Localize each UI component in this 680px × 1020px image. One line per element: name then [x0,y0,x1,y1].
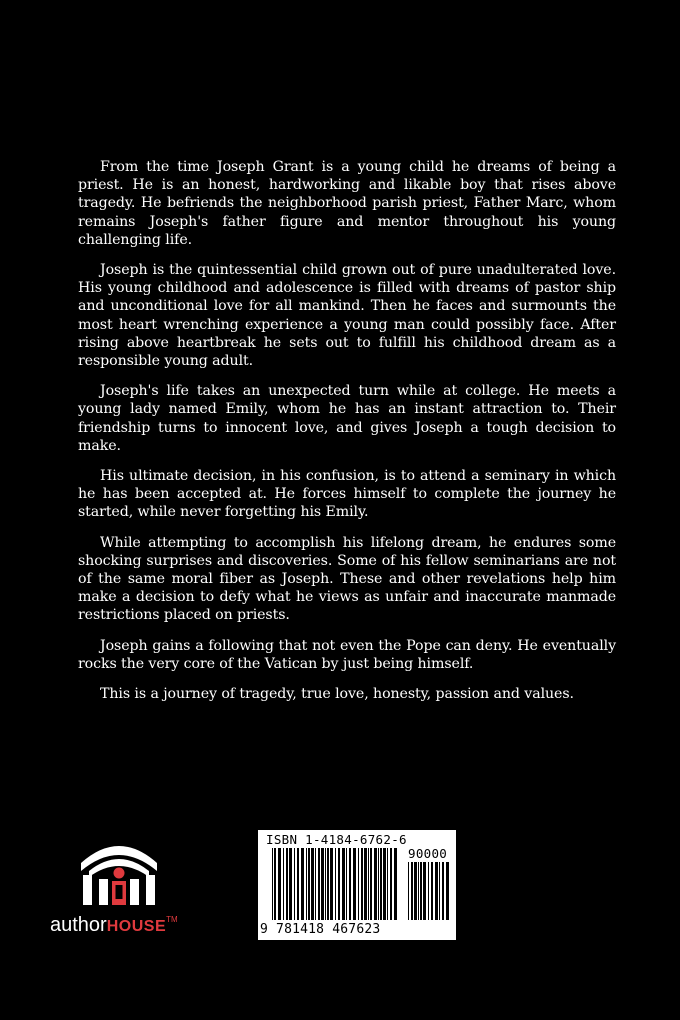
barcode-bar-1 [411,862,413,920]
barcode-bar-9 [306,848,307,920]
barcode-bar-18 [335,848,336,920]
isbn-label: ISBN 1-4184-6762-6 [266,832,407,847]
barcode-bar-6 [428,862,429,920]
barcode-bar-24 [358,848,359,920]
barcode-bar-30 [378,848,379,920]
description-paragraph-1: From the time Joseph Grant is a young child he dreams of being a priest. He is an honest, hardworking and likable boy that rises above tragedy. He befriends the neighborhood parish priest, Father Marc, whom remains Joseph's father figure and mentor throughout his young challenging life. [78,159,616,248]
barcode-bar-7 [431,862,433,920]
barcode-bar-25 [361,848,363,920]
barcode-bar-29 [374,848,377,920]
barcode-bar-10 [442,862,444,920]
publisher-name-part1: author [50,914,107,936]
description-paragraph-4: His ultimate decision, in his confusion, is to attend a seminary in which he has been accepted at. He forces himself to complete the journey he started, while never forgetting his Emily. [78,468,616,521]
description-paragraph-5: While attempting to accomplish his lifelong dream, he endures some shocking surprises and discoveries. Some of his fellow seminarians are not of the same moral fiber as Joseph. These and other revelations help him make a decision to defy what he views as unfair and inaccurate manmade restrictions placed on priests. [78,534,616,624]
barcode-bar-8 [435,862,438,920]
barcode-bar-19 [338,848,340,920]
barcode-bar-2 [414,862,417,920]
barcode-bar-3 [418,862,419,920]
barcode-bar-6 [294,848,295,920]
description-paragraph-7: This is a journey of tragedy, true love, honesty, passion and values. [100,686,574,703]
barcode-bar-15 [325,848,326,920]
barcode-bar-23 [353,848,356,920]
barcode-bar-31 [380,848,382,920]
house-logo-icon [77,835,161,907]
trademark-symbol: TM [166,915,178,924]
barcode-bar-5 [289,848,292,920]
isbn-barcode [258,830,456,940]
barcode-bar-16 [327,848,329,920]
barcode-bar-35 [394,848,397,920]
barcode-bar-1 [274,848,276,920]
barcode-bar-26 [364,848,367,920]
barcode-bar-5 [423,862,426,920]
barcode-bar-14 [321,848,324,920]
barcode-bar-32 [383,848,386,920]
barcode-bar-11 [311,848,314,920]
barcode-bar-9 [439,862,440,920]
publisher-name-part2: HOUSE [106,918,167,935]
barcode-bar-22 [349,848,351,920]
barcode-addon-number: 90000 [408,846,448,861]
ean-number: 9 781418 467623 [260,922,381,937]
barcode-bar-8 [301,848,304,920]
barcode-bar-17 [330,848,333,920]
barcode-bar-10 [308,848,310,920]
barcode-bar-0 [272,848,273,920]
barcode-bar-0 [408,862,409,920]
barcode-bar-20 [342,848,345,920]
barcode-bar-28 [370,848,372,920]
barcode-bar-4 [286,848,288,920]
publisher-logo [50,835,200,945]
barcode-bar-12 [315,848,316,920]
barcode-bar-33 [387,848,388,920]
back-cover-description [78,158,616,715]
barcode-bar-34 [390,848,392,920]
barcode-bar-4 [420,862,422,920]
description-paragraph-2: Joseph is the quintessential child grown out of pure unadulterated love. His young childhood and adolescence is filled with dreams of pastor ship and unconditional love for all mankind. Then he faces and surmounts the most heart wrenching experience a young man could possibly face. After rising above heartbreak he sets out to fulfill his childhood dream as a responsible young adult. [78,262,616,370]
barcode-bar-11 [446,862,449,920]
description-paragraph-3: Joseph's life takes an unexpected turn while at college. He meets a young lady named Emily, whom he has an instant attraction to. Their friendship turns to innocent love, and gives Joseph a tough decision to make. [78,383,616,454]
barcode-bar-7 [297,848,299,920]
description-paragraph-6: Joseph gains a following that not even the Pope can deny. He eventually rocks the very core of the Vatican by just being himself. [78,637,616,672]
barcode-bar-21 [346,848,347,920]
publisher-wordmark [50,914,178,937]
barcode-bar-27 [368,848,369,920]
barcode-bar-3 [283,848,284,920]
barcode-bar-2 [278,848,281,920]
barcode-bar-13 [318,848,320,920]
